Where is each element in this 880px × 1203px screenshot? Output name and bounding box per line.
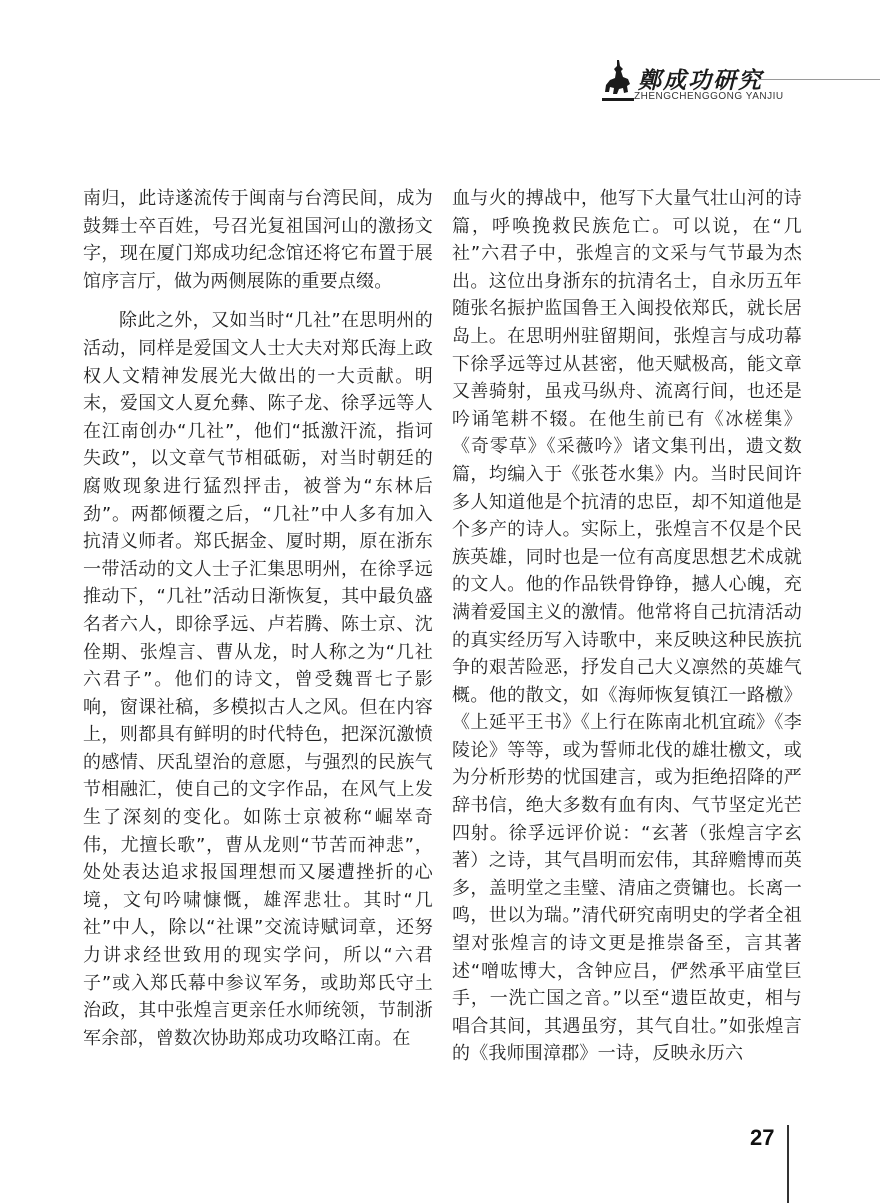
journal-header xyxy=(600,48,880,108)
paragraph: 血与火的搏战中，他写下大量气壮山河的诗篇，呼唤挽救民族危亡。可以说，在“几社”六君子中，张煌言的文采与气节最为杰出。这位出身浙东的抗清名士，自永历五年随张名振护监国鲁王入闽投依郑氏，就长居岛上。在思明州驻留期间，张煌言与成功幕下徐孚远等过从甚密，他天赋极高，能文章又善骑射，虽戎马纵舟、流离行间，也还是吟诵笔耕不辍。在他生前已有《冰槎集》《奇零草》《采薇吟》诸文集刊出，遗文数篇，均编入于《张苍水集》内。当时民间许多人知道他是个抗清的忠臣，却不知道他是个多产的诗人。实际上，张煌言不仅是个民族英雄，同时也是一位有高度思想艺术成就的文人。他的作品铁骨铮铮，撼人心魄，充满着爱国主义的激情。他常将自己抗清活动的真实经历写入诗歌中，来反映这种民族抗争的艰苦险恶，抒发自己大义凛然的英雄气概。他的散文，如《海师恢复镇江一路檄》《上延平王书》《上行在陈南北机宜疏》《李陵论》等等，或为誓师北伐的雄壮檄文，或为分析形势的忧国建言，或为拒绝招降的严辞书信，绝大多数有血有肉、气节坚定光芒四射。徐孚远评价说：“玄著（张煌言字玄著）之诗，其气昌明而宏伟，其辞赡博而英多，盖明堂之圭璧、清庙之赍镛也。长离一鸣，世以为瑞。”清代研究南明史的学者全祖望对张煌言的诗文更是推崇备至，言其著述“噌吰博大，含钟应吕，俨然承平庙堂巨手，一洗亡国之音。”以至“遗臣故吏，相与唱合其间，其遇虽穷，其气自壮。”如张煌言的《我师围漳郡》一诗，反映永历六 xyxy=(452,188,802,1065)
paragraph: 南归，此诗遂流传于闽南与台湾民间，成为鼓舞士卒百姓，号召光复祖国河山的激扬文字，现在厦门郑成功纪念馆还将它布置于展馆序言厅，做为两侧展陈的重要点缀。 xyxy=(83,188,433,292)
footer-divider xyxy=(787,1125,789,1203)
right-column xyxy=(452,185,802,1068)
page-number: 27 xyxy=(750,1125,775,1150)
left-column xyxy=(83,185,433,1052)
header-divider xyxy=(758,79,880,80)
paragraph: 除此之外，又如当时“几社”在思明州的活动，同样是爱国文人士大夫对郑氏海上政权人文精神发展光大做出的一大贡献。明末，爱国文人夏允彝、陈子龙、徐孚远等人在江南创办“几社”，他们“抵激汗流，指诃失政”，以文章气节相砥砺，对当时朝廷的腐败现象进行猛烈抨击，被誉为“东林后劲”。两都倾覆之后，“几社”中人多有加入抗清义师者。郑氏据金、厦时期，原在浙东一带活动的文人士子汇集思明州，在徐孚远推动下，“几社”活动日渐恢复，其中最负盛名者六人，即徐孚远、卢若腾、陈士京、沈佺期、张煌言、曹从龙，时人称之为“几社六君子”。他们的诗文，曾受魏晋七子影响，窗课社稿，多模拟古人之风。但在内容上，则都具有鲜明的时代特色，把深沉激愤的感情、厌乱望治的意愿，与强烈的民族气节相融汇，使自己的文字作品，在风气上发生了深刻的变化。如陈士京被称“崛崒奇伟，尤擅长歌”，曹从龙则“节苦而神悲”，处处表达追求报国理想而又屡遭挫折的心境，文句吟啸慷慨，雄浑悲壮。其时“几社”中人，除以“社课”交流诗赋词章，还努力讲求经世致用的现实学问，所以“六君子”或入郑氏幕中参议军务，或助郑氏守土治政，其中张煌言更亲任水师统领，节制浙军余部，曾数次协助郑成功攻略江南。在 xyxy=(83,310,433,1049)
horse-rider-statue-icon xyxy=(600,58,636,102)
journal-subtitle: ZHENGCHENGGONG YANJIU xyxy=(634,91,784,102)
journal-title: 鄭成功研究 xyxy=(638,67,763,94)
